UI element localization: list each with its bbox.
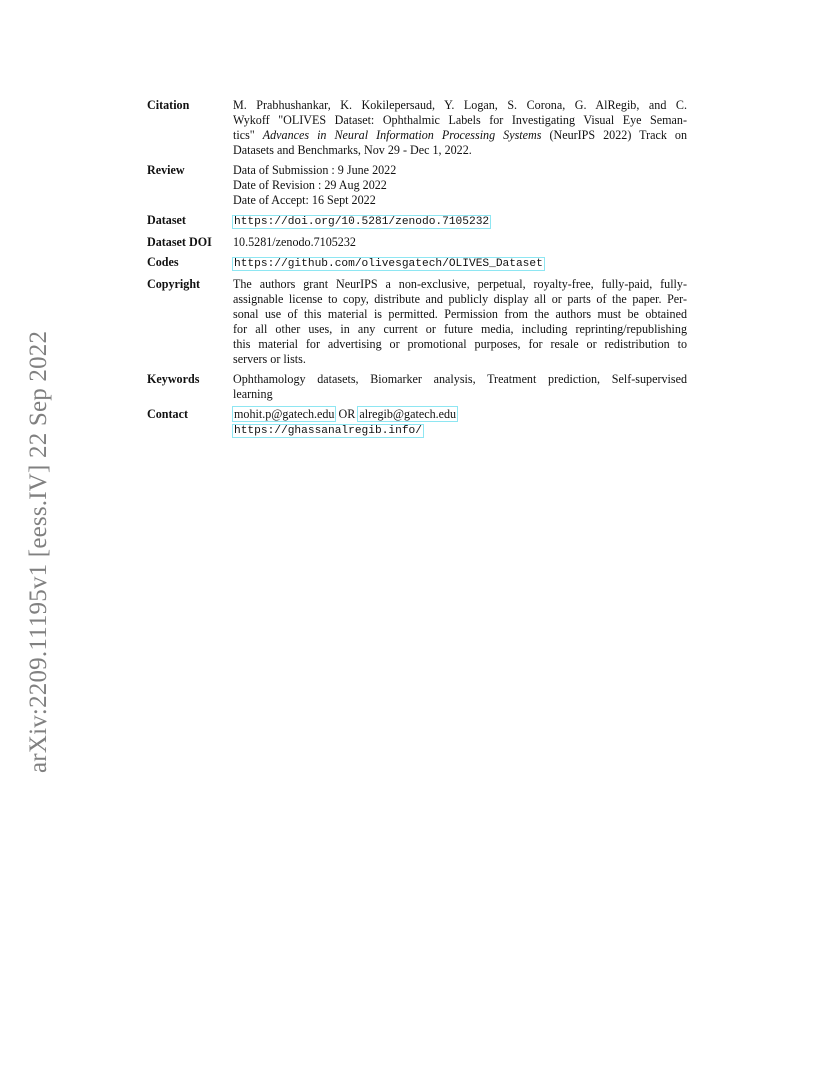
keywords-value [233,372,687,407]
dataset-doi-value: 10.5281/zenodo.7105232 [233,235,356,249]
copyright-value [233,277,687,372]
revision-date: Date of Revision : 29 Aug 2022 [233,178,387,192]
keywords-line-2: learning [233,387,273,401]
keywords-line-1: Ophthamology datasets, Biomarker analysis, Treatment prediction, Self-supervised [233,372,687,386]
arxiv-sidebar-stamp [22,289,56,773]
keywords-row [147,372,687,407]
dataset-label: Dataset [147,213,186,227]
copyright-row [147,277,687,372]
contact-website-line [233,422,687,439]
arxiv-identifier: arXiv:2209.11195v1 [eess.IV] 22 Sep 2022 [25,330,52,773]
contact-value [233,407,687,439]
copyright-line-3: sonal use of this material is permitted. Permission from the authors must be obtained [233,307,687,321]
codes-link[interactable]: https://github.com/olivesgatech/OLIVES_Dataset [234,258,543,270]
contact-separator: OR [335,407,359,421]
copyright-label: Copyright [147,277,201,291]
dataset-doi-label: Dataset DOI [147,235,212,249]
citation-row [147,98,687,163]
contact-label: Contact [147,407,188,421]
dataset-value [233,213,687,235]
dataset-link[interactable]: https://doi.org/10.5281/zenodo.7105232 [234,216,490,228]
citation-line-1: M. Prabhushankar, K. Kokilepersaud, Y. Logan, S. Corona, G. AlRegib, and C. [233,98,687,112]
review-row [147,163,687,213]
email-link-alregib[interactable]: alregib@gatech.edu [359,407,457,421]
citation-line-3-suffix: (NeurIPS 2022) Track on [541,128,687,142]
website-link[interactable]: https://ghassanalregib.info/ [234,425,422,437]
copyright-line-4: for all other uses, in any current or future media, including reprinting/republishing [233,322,687,336]
codes-row [147,255,687,277]
citation-line-4: Datasets and Benchmarks, Nov 29 - Dec 1, 2022. [233,143,472,157]
contact-row [147,407,687,439]
citation-label: Citation [147,98,190,112]
citation-line-3-prefix: tics" [233,128,263,142]
copyright-line-5: this material for advertising or promotional purposes, for resale or redistribution to [233,337,687,351]
citation-line-2: Wykoff "OLIVES Dataset: Ophthalmic Labels for Investigating Visual Eye Seman- [233,113,687,127]
paper-metadata-table [147,98,687,439]
dataset-doi-row [147,235,687,255]
codes-label: Codes [147,255,179,269]
copyright-line-1: The authors grant NeurIPS a non-exclusive, perpetual, royalty-free, fully-paid, fully- [233,277,687,291]
copyright-line-6: servers or lists. [233,352,306,366]
email-link-prabhushankar[interactable]: mohit.p@gatech.edu [234,407,335,421]
citation-venue: Advances in Neural Information Processing Systems [262,128,542,142]
submission-date: Data of Submission : 9 June 2022 [233,163,397,177]
contact-email-line [233,407,687,422]
accept-date: Date of Accept: 16 Sept 2022 [233,193,376,207]
dataset-row [147,213,687,235]
citation-line-3 [233,128,687,143]
codes-value [233,255,687,277]
review-label: Review [147,163,185,177]
keywords-label: Keywords [147,372,200,386]
citation-value [233,98,687,163]
review-value [233,163,687,213]
copyright-line-2: assignable license to copy, distribute and publicly display all or parts of the paper. Per- [233,292,687,306]
